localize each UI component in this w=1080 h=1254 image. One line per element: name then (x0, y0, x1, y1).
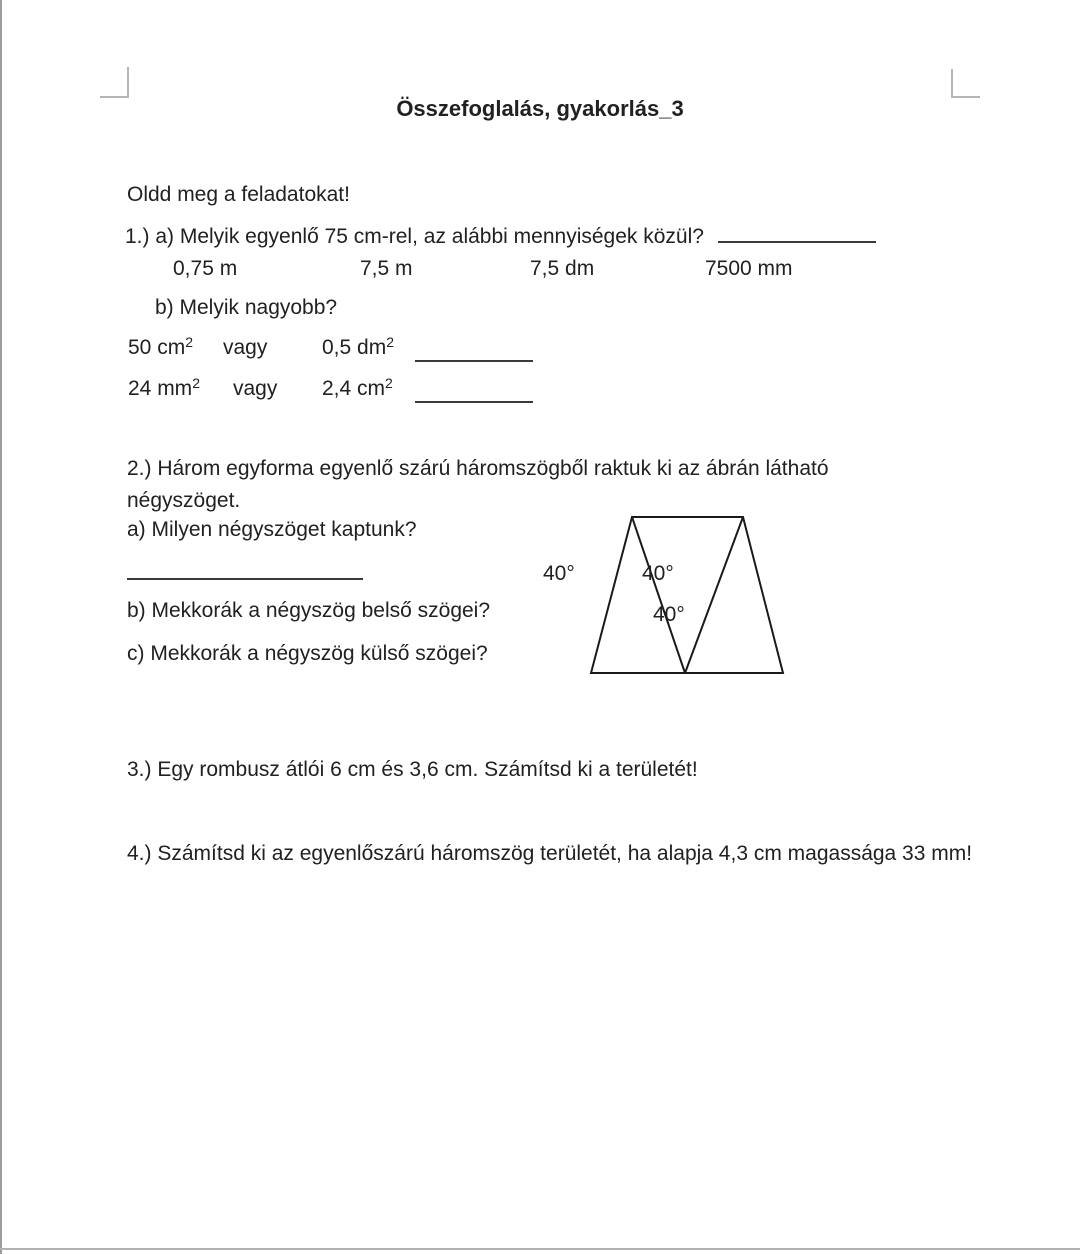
option-value: 0,75 m (173, 257, 238, 280)
comparison-connector: vagy (233, 377, 278, 400)
exercise2-part-a-question: a) Milyen négyszöget kaptunk? (127, 518, 417, 541)
exercise1-part-a-answer-blank (718, 221, 876, 243)
corner-mark-top-left (100, 67, 129, 98)
exercise2-statement: 2.) Három egyforma egyenlő szárú háromszögből raktuk ki az ábrán látható négyszöget. (127, 457, 829, 512)
superscript: 2 (385, 375, 393, 391)
corner-mark-top-right (951, 69, 980, 98)
exercise2-part-c-question: c) Mekkorák a négyszög külső szögei? (127, 642, 488, 665)
exercise1-part-a-question: 1.) a) Melyik egyenlő 75 cm-rel, az alábbi mennyiségek közül? (125, 225, 704, 248)
exercise4-statement: 4.) Számítsd ki az egyenlőszárú háromszög területét, ha alapja 4,3 cm magassága 33 mm! (127, 842, 973, 865)
diagonal-left (632, 517, 685, 673)
angle-label-inner-bottom: 40° (653, 603, 685, 626)
exercise2-part-a-answer-blank (127, 556, 363, 580)
exercise3-statement: 3.) Egy rombusz átlói 6 cm és 3,6 cm. Számítsd ki a területét! (127, 758, 698, 781)
option-value: 7,5 m (360, 257, 413, 280)
comparison-connector: vagy (223, 336, 268, 359)
superscript: 2 (192, 375, 200, 391)
exercise1-part-b-question: b) Melyik nagyobb? (155, 296, 338, 319)
comparison-right-value: 0,5 $dm^2$ (322, 334, 394, 359)
diagonal-right (685, 517, 743, 673)
option-value: 7,5 dm (530, 257, 595, 280)
scan-left-edge-line (0, 0, 2, 1254)
angle-label-outer: 40° (543, 562, 575, 585)
comparison-right-value: 2,4 $cm^2$ (322, 375, 393, 400)
exercise2-part-b-question: b) Mekkorák a négyszög belső szögei? (127, 599, 491, 622)
exercise1-part-a-question-line (125, 221, 876, 249)
scan-bottom-edge-line (0, 1248, 1080, 1250)
trapezoid-triangles-diagram (535, 492, 835, 692)
comparison-answer-blank (415, 379, 533, 403)
option-value: 7500 mm (705, 257, 793, 280)
comparison-left-value: 24 $mm^2$ (128, 375, 200, 400)
superscript: 2 (386, 334, 394, 350)
comparison-answer-blank (415, 338, 533, 362)
intro-text: Oldd meg a feladatokat! (127, 183, 350, 206)
comparison-left-value: 50 $cm^2$ (128, 334, 193, 359)
page-title: Összefoglalás, gyakorlás_3 (396, 96, 684, 121)
superscript: 2 (185, 334, 193, 350)
angle-label-inner-top: 40° (642, 562, 674, 585)
trapezoid-outline (591, 517, 783, 673)
